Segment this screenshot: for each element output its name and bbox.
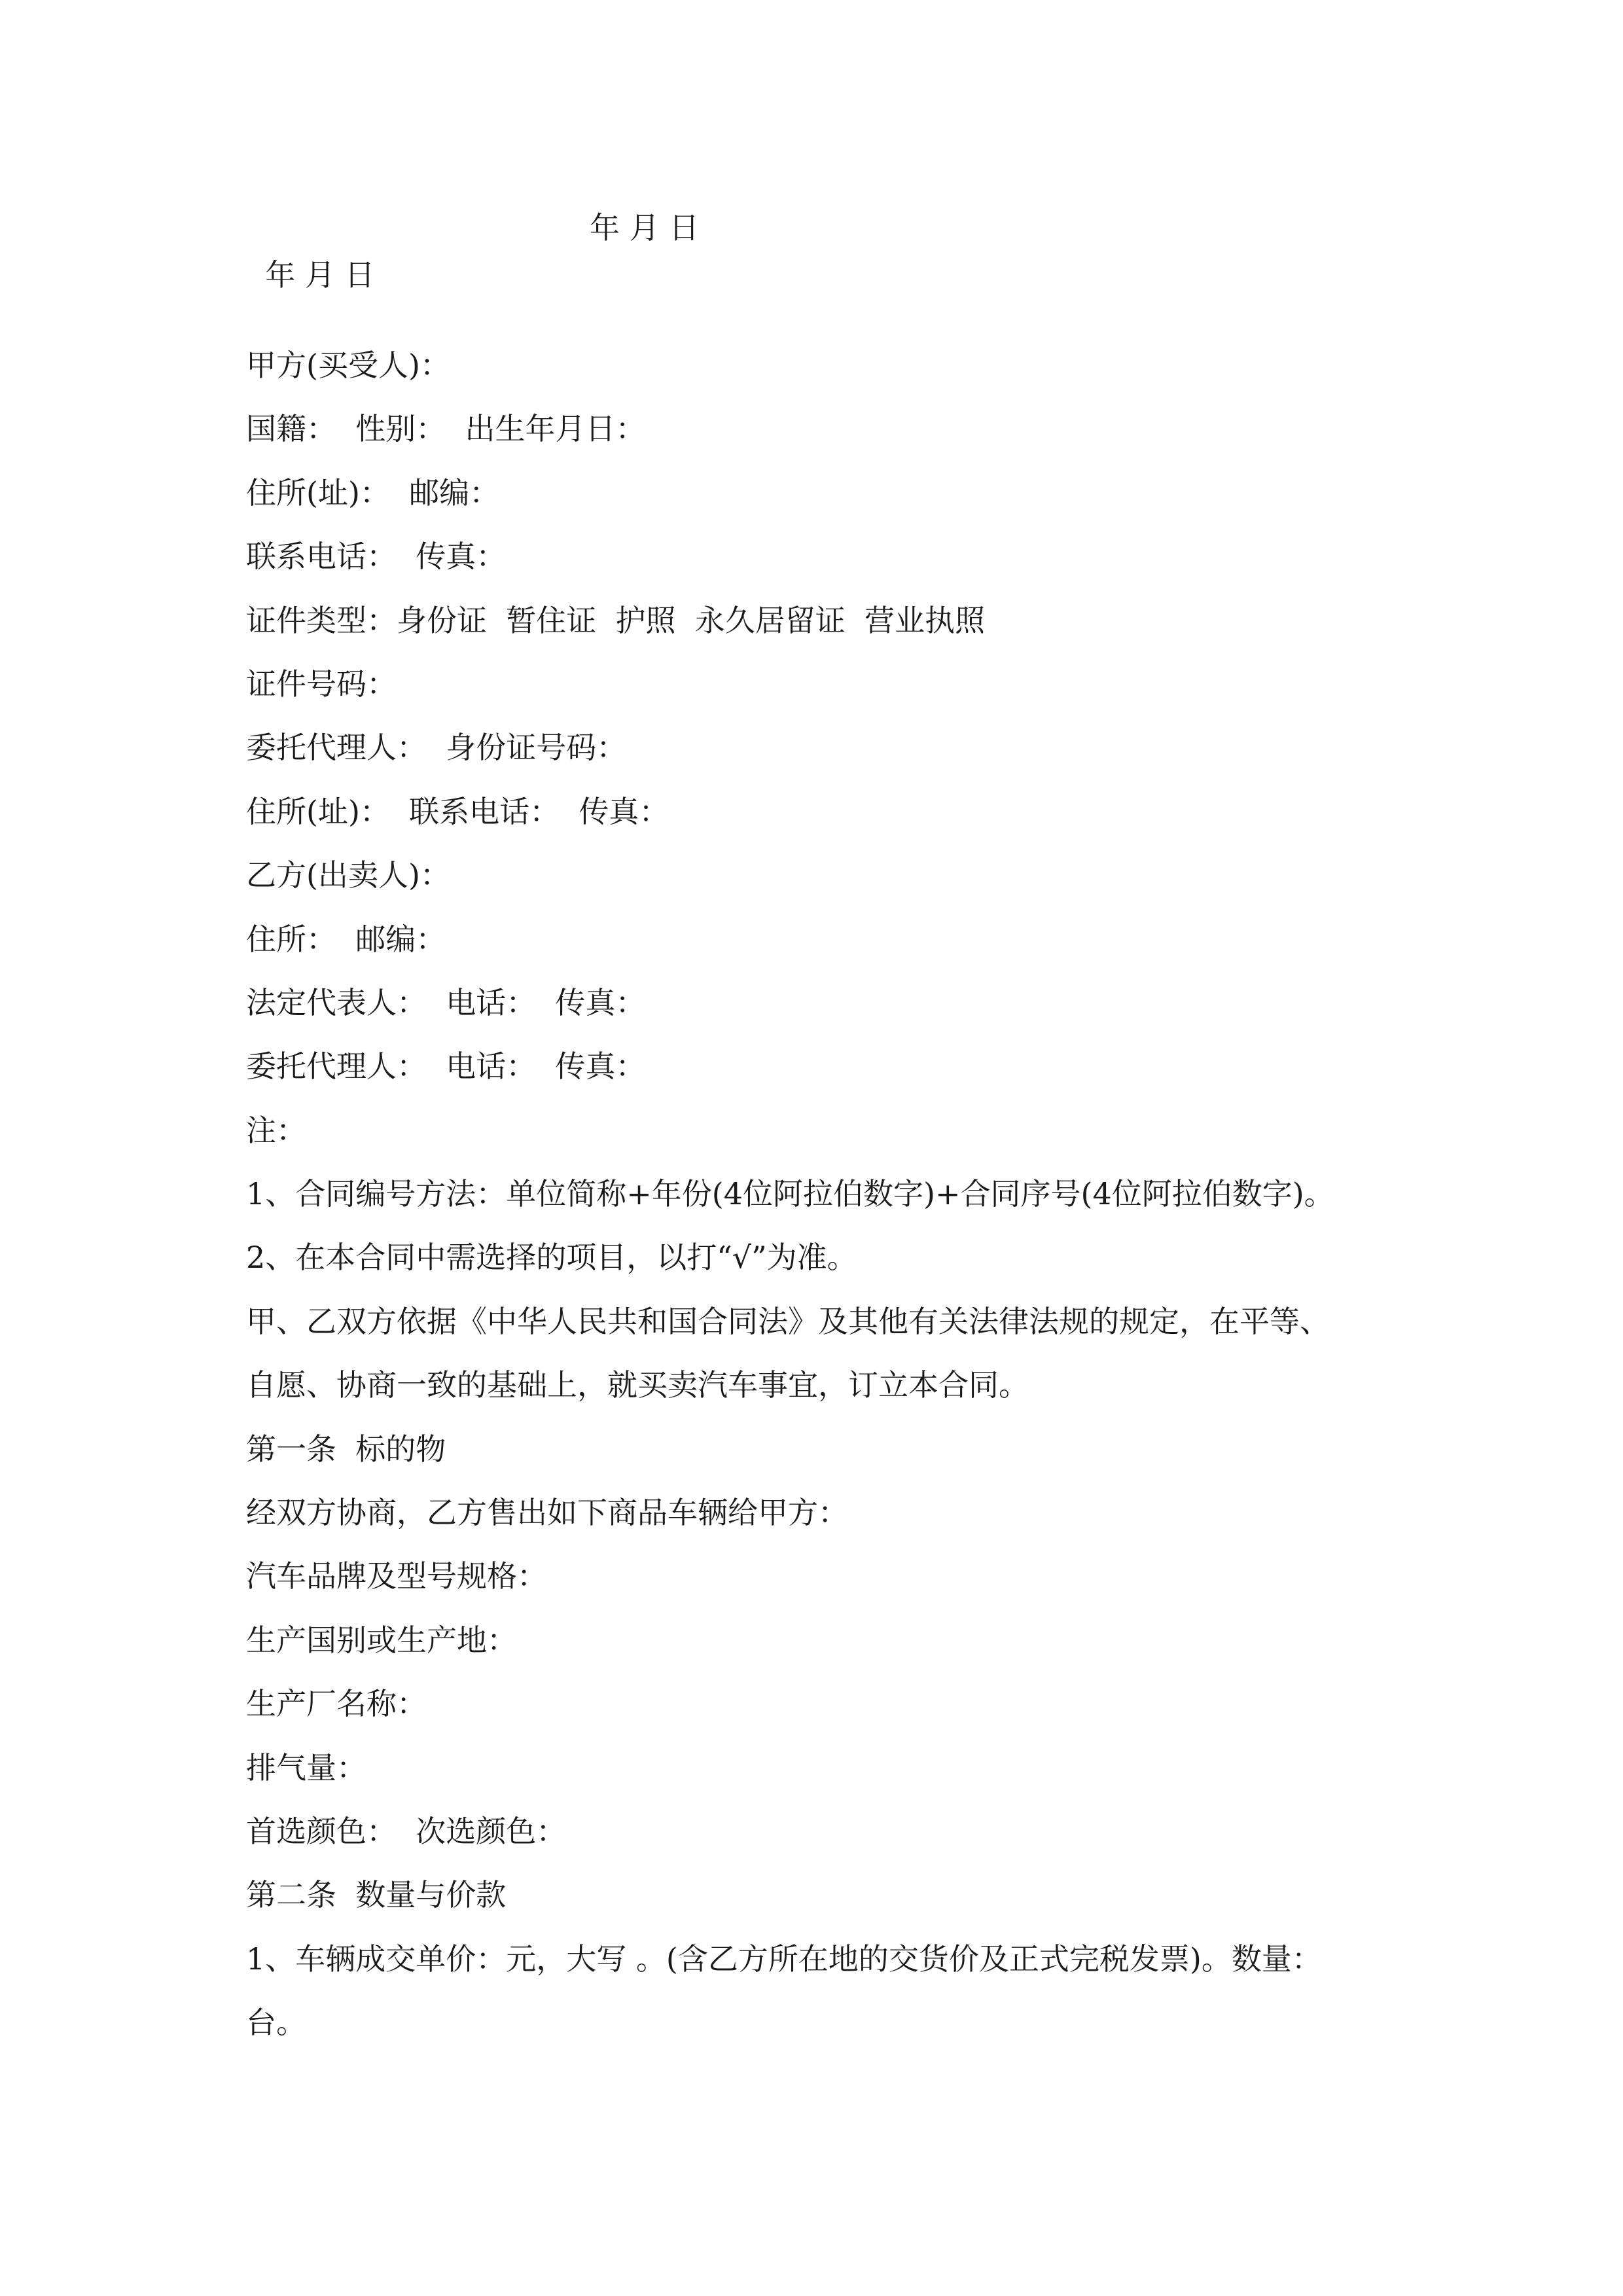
buyer-agent-address-line: 住所(址)： 联系电话： 传真： xyxy=(246,793,669,829)
article-2-item-1: 1、车辆成交单价：元，大写 。(含乙方所在地的交货价及正式完税发票)。数量： xyxy=(246,1941,1322,1977)
preamble-line-1: 甲、乙双方依据《中华人民共和国合同法》及其他有关法律法规的规定，在平等、 xyxy=(246,1303,1330,1339)
buyer-id-type-line: 证件类型：身份证 暂住证 护照 永久居留证 营业执照 xyxy=(246,602,985,638)
buyer-id-number-line: 证件号码： xyxy=(246,666,397,702)
article-1-heading: 第一条 标的物 xyxy=(246,1431,446,1467)
note-item-1: 1、合同编号方法：单位简称+年份(4位阿拉伯数字)+合同序号(4位阿拉伯数字)。 xyxy=(246,1176,1334,1212)
article-2-heading: 第二条 数量与价款 xyxy=(246,1877,507,1913)
buyer-address-line: 住所(址)： 邮编： xyxy=(246,475,500,511)
note-heading: 注： xyxy=(246,1112,306,1148)
seller-legal-rep-line: 法定代表人： 电话： 传真： xyxy=(246,984,646,1020)
buyer-agent-line: 委托代理人： 身份证号码： xyxy=(246,730,627,766)
article-1-intro: 经双方协商，乙方售出如下商品车辆给甲方： xyxy=(246,1495,848,1531)
vehicle-color-line: 首选颜色： 次选颜色： xyxy=(246,1813,567,1849)
date-left: 年 月 日 xyxy=(265,257,375,293)
vehicle-brand-line: 汽车品牌及型号规格： xyxy=(246,1558,547,1594)
vehicle-origin-line: 生产国别或生产地： xyxy=(246,1622,517,1658)
vehicle-manufacturer-line: 生产厂名称： xyxy=(246,1686,427,1722)
preamble-line-2: 自愿、协商一致的基础上，就买卖汽车事宜，订立本合同。 xyxy=(246,1367,1029,1403)
note-item-2: 2、在本合同中需选择的项目，以打“√”为准。 xyxy=(246,1240,857,1276)
seller-agent-line: 委托代理人： 电话： 传真： xyxy=(246,1049,646,1085)
date-row xyxy=(246,204,700,346)
date-right: 年 月 日 xyxy=(590,210,700,245)
contract-body xyxy=(246,334,1424,2055)
vehicle-displacement-line: 排气量： xyxy=(246,1749,366,1785)
article-2-item-1-cont: 台。 xyxy=(246,2005,306,2041)
seller-address-line: 住所： 邮编： xyxy=(246,921,446,957)
seller-heading: 乙方(出卖人)： xyxy=(246,857,450,893)
buyer-heading: 甲方(买受人)： xyxy=(246,348,450,383)
buyer-phone-line: 联系电话： 传真： xyxy=(246,539,507,575)
buyer-nationality-line: 国籍： 性别： 出生年月日： xyxy=(246,411,646,447)
